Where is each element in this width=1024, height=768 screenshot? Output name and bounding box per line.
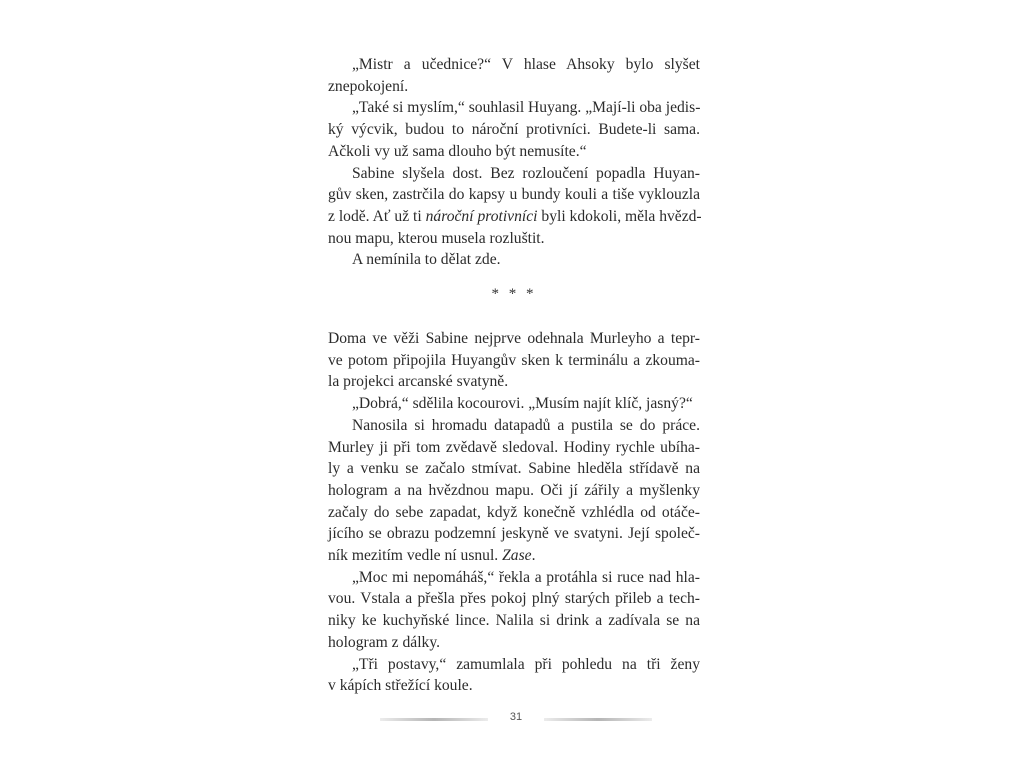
text-line: ve potom připojila Huyangův sken k terminálu a zkouma- [328, 351, 700, 369]
text-line: „Mistr a učednice?“ V hlase Ahsoky bylo slyšet [352, 56, 700, 73]
text-line: ly a venku se začalo stmívat. Sabine hleděla střídavě na [328, 460, 700, 478]
paragraph [328, 567, 700, 654]
text-line: ký výcvik, budou to nároční protivníci. Budete-li sama. [328, 121, 700, 139]
text-line: hologram z dálky. [328, 633, 441, 651]
text-line: Doma ve věži Sabine nejprve odehnala Murleyho a tepr- [328, 330, 700, 347]
paragraph [328, 249, 700, 271]
text-line: Ačkoli vy už sama dlouho být nemusíte.“ [328, 142, 587, 160]
text-line: začaly do sebe zapadat, když konečně vzhlédla od otáče- [328, 503, 700, 521]
text-section-2 [328, 328, 700, 697]
paragraph [328, 415, 700, 567]
text-line: A nemínila to dělat zde. [352, 251, 501, 269]
text-line: niky ke kuchyňské lince. Nalila si drink a zadívala se na [328, 612, 700, 630]
text-section-1 [328, 54, 700, 271]
text-line: znepokojení. [328, 77, 409, 95]
text-line: „Také si myslím,“ souhlasil Huyang. „Mají-li oba jedis- [352, 99, 701, 117]
paragraph [328, 654, 700, 697]
paragraph [328, 163, 700, 250]
paragraph [328, 393, 700, 415]
text-line: v kápích střežící koule. [328, 677, 473, 695]
section-separator: * * * [491, 286, 537, 302]
text-run: ník mezitím vedle ní usnul. [328, 547, 503, 565]
text-line: „Moc mi nepomáháš,“ řekla a protáhla si ruce nad hla- [352, 568, 700, 586]
footer-rule-right [544, 718, 652, 721]
text-line: nou mapu, kterou musela rozluštit. [328, 229, 545, 247]
page-number: 31 [509, 711, 523, 723]
text-line: gův sken, zastrčila do kapsy u bundy kouli a tiše vyklouzla [328, 186, 700, 204]
italic-run: Zase [502, 547, 532, 565]
text-run: z lodě. Ať už ti [328, 207, 426, 225]
italic-run: nároční protivníci [425, 207, 538, 225]
text-line-mixed [328, 545, 700, 567]
text-line: vou. Vstala a přešla přes pokoj plný starých přileb a tech- [328, 590, 700, 608]
paragraph [328, 97, 700, 162]
text-run: . [531, 547, 536, 565]
text-line: „Tři postavy,“ zamumlala při pohledu na tři ženy [352, 655, 700, 673]
text-run: byli kdokoli, měla hvězd- [537, 207, 702, 225]
text-line: la projekci arcanské svatyně. [328, 373, 509, 391]
text-line: „Dobrá,“ sdělila kocourovi. „Musím najít klíč, jasný?“ [352, 395, 693, 413]
footer-rule-left [380, 718, 488, 721]
paragraph [328, 54, 700, 97]
text-line-mixed [328, 206, 700, 228]
page-footer [380, 710, 652, 730]
text-line: hologram a na hvězdnou mapu. Oči jí zářily a myšlenky [328, 481, 700, 499]
text-line: Murley ji při tom zvědavě sledoval. Hodiny rychle ubíha- [328, 438, 700, 456]
text-line: jícího se obrazu podzemní jeskyně ve svatyni. Její společ- [328, 525, 700, 543]
text-line: Nanosila si hromadu datapadů a pustila se do práce. [352, 416, 700, 434]
paragraph [328, 328, 700, 393]
text-line: Sabine slyšela dost. Bez rozloučení popadla Huyan- [352, 164, 700, 182]
